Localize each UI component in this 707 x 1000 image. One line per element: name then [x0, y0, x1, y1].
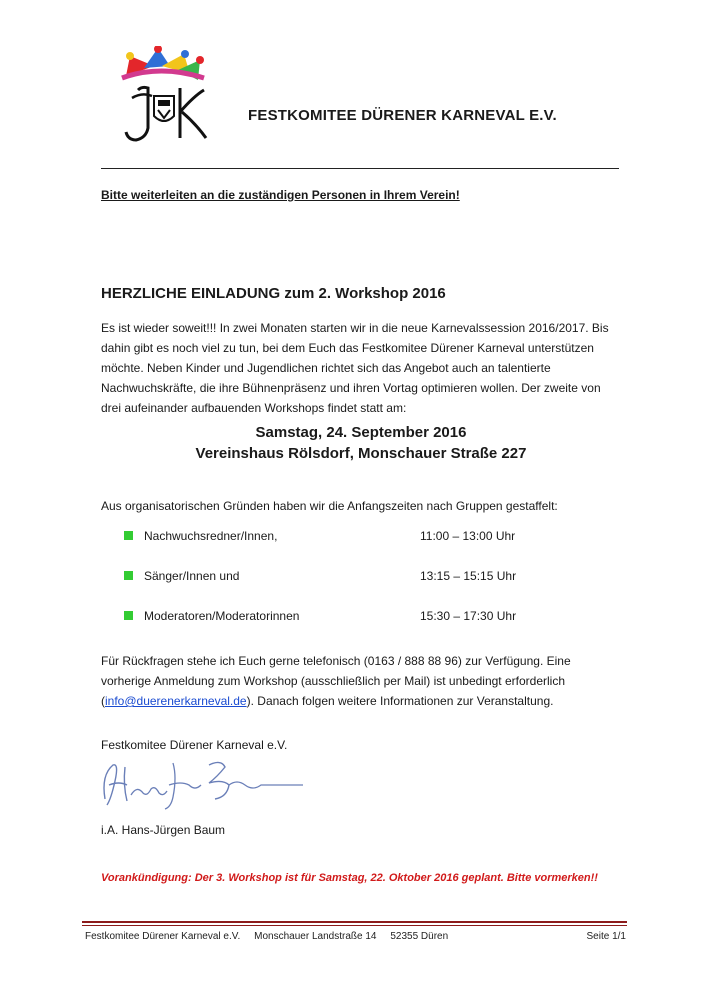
- schedule-time: 15:30 – 17:30 Uhr: [420, 609, 517, 623]
- header-divider: [101, 168, 619, 169]
- contact-text-before: Für Rückfragen stehe ich Euch gerne telefonisch (0163 / 888 88 96) zur Verfügung. Eine vorherige Anmeldung zum Workshop (ausschließlich per Mail) ist unbedingt erforderlich (: [101, 654, 571, 708]
- organization-title: FESTKOMITEE DÜRENER KARNEVAL E.V.: [248, 107, 557, 124]
- schedule-time: 11:00 – 13:00 Uhr: [420, 529, 516, 543]
- invitation-heading: HERZLICHE EINLADUNG zum 2. Workshop 2016: [101, 285, 446, 302]
- schedule-time: 13:15 – 15:15 Uhr: [420, 569, 517, 583]
- footer-address: Festkomitee Dürener Karneval e.V. Monschauer Landstraße 14 52355 Düren: [85, 931, 449, 942]
- jester-cap-logo: [108, 46, 220, 146]
- intro-paragraph: Es ist wieder soweit!!! In zwei Monaten starten wir in die neue Karnevalssession 2016/2017. Bis dahin gibt es noch viel zu tun, bei dem Euch das Festkomitee Dürener Karneval unterstützen möchte. Neben Kinder und Jugendlichen richtet sich das Angebot auch an talentierte Nachwuchskräfte, die ihre Bühnenpräsenz und ihren Vortag optimieren wollen. Der zweite von drei aufeinander aufbauenden Workshops findet statt am:: [101, 321, 609, 415]
- closing-organization: Festkomitee Dürener Karneval e.V.: [101, 738, 288, 752]
- footer-divider: [82, 925, 627, 926]
- schedule-intro: Aus organisatorischen Gründen haben wir die Anfangszeiten nach Gruppen gestaffelt:: [101, 499, 558, 513]
- contact-paragraph: [101, 651, 621, 711]
- event-date: Samstag, 24. September 2016: [255, 424, 467, 441]
- schedule-group: Moderatoren/Moderatorinnen: [144, 609, 300, 623]
- schedule-group: Sänger/Innen und: [144, 569, 240, 583]
- page-number: Seite 1/1: [586, 931, 626, 942]
- schedule-group: Nachwuchsredner/Innen,: [144, 529, 278, 543]
- signer-name: i.A. Hans-Jürgen Baum: [101, 823, 226, 837]
- handwritten-signature: [97, 755, 307, 815]
- event-venue: Vereinshaus Rölsdorf, Monschauer Straße 227: [195, 445, 527, 462]
- green-square-bullet-icon: [124, 611, 133, 620]
- contact-text-after: ). Danach folgen weitere Informationen zur Veranstaltung.: [246, 694, 554, 708]
- footer-divider: [82, 921, 627, 923]
- notice-announcement: Vorankündigung: Der 3. Workshop ist für Samstag, 22. Oktober 2016 geplant. Bitte vormerken!!: [101, 872, 598, 884]
- green-square-bullet-icon: [124, 571, 133, 580]
- contact-email-link[interactable]: info@duerenerkarneval.de: [105, 694, 247, 708]
- green-square-bullet-icon: [124, 531, 133, 540]
- forward-note: Bitte weiterleiten an die zuständigen Personen in Ihrem Verein!: [101, 188, 460, 202]
